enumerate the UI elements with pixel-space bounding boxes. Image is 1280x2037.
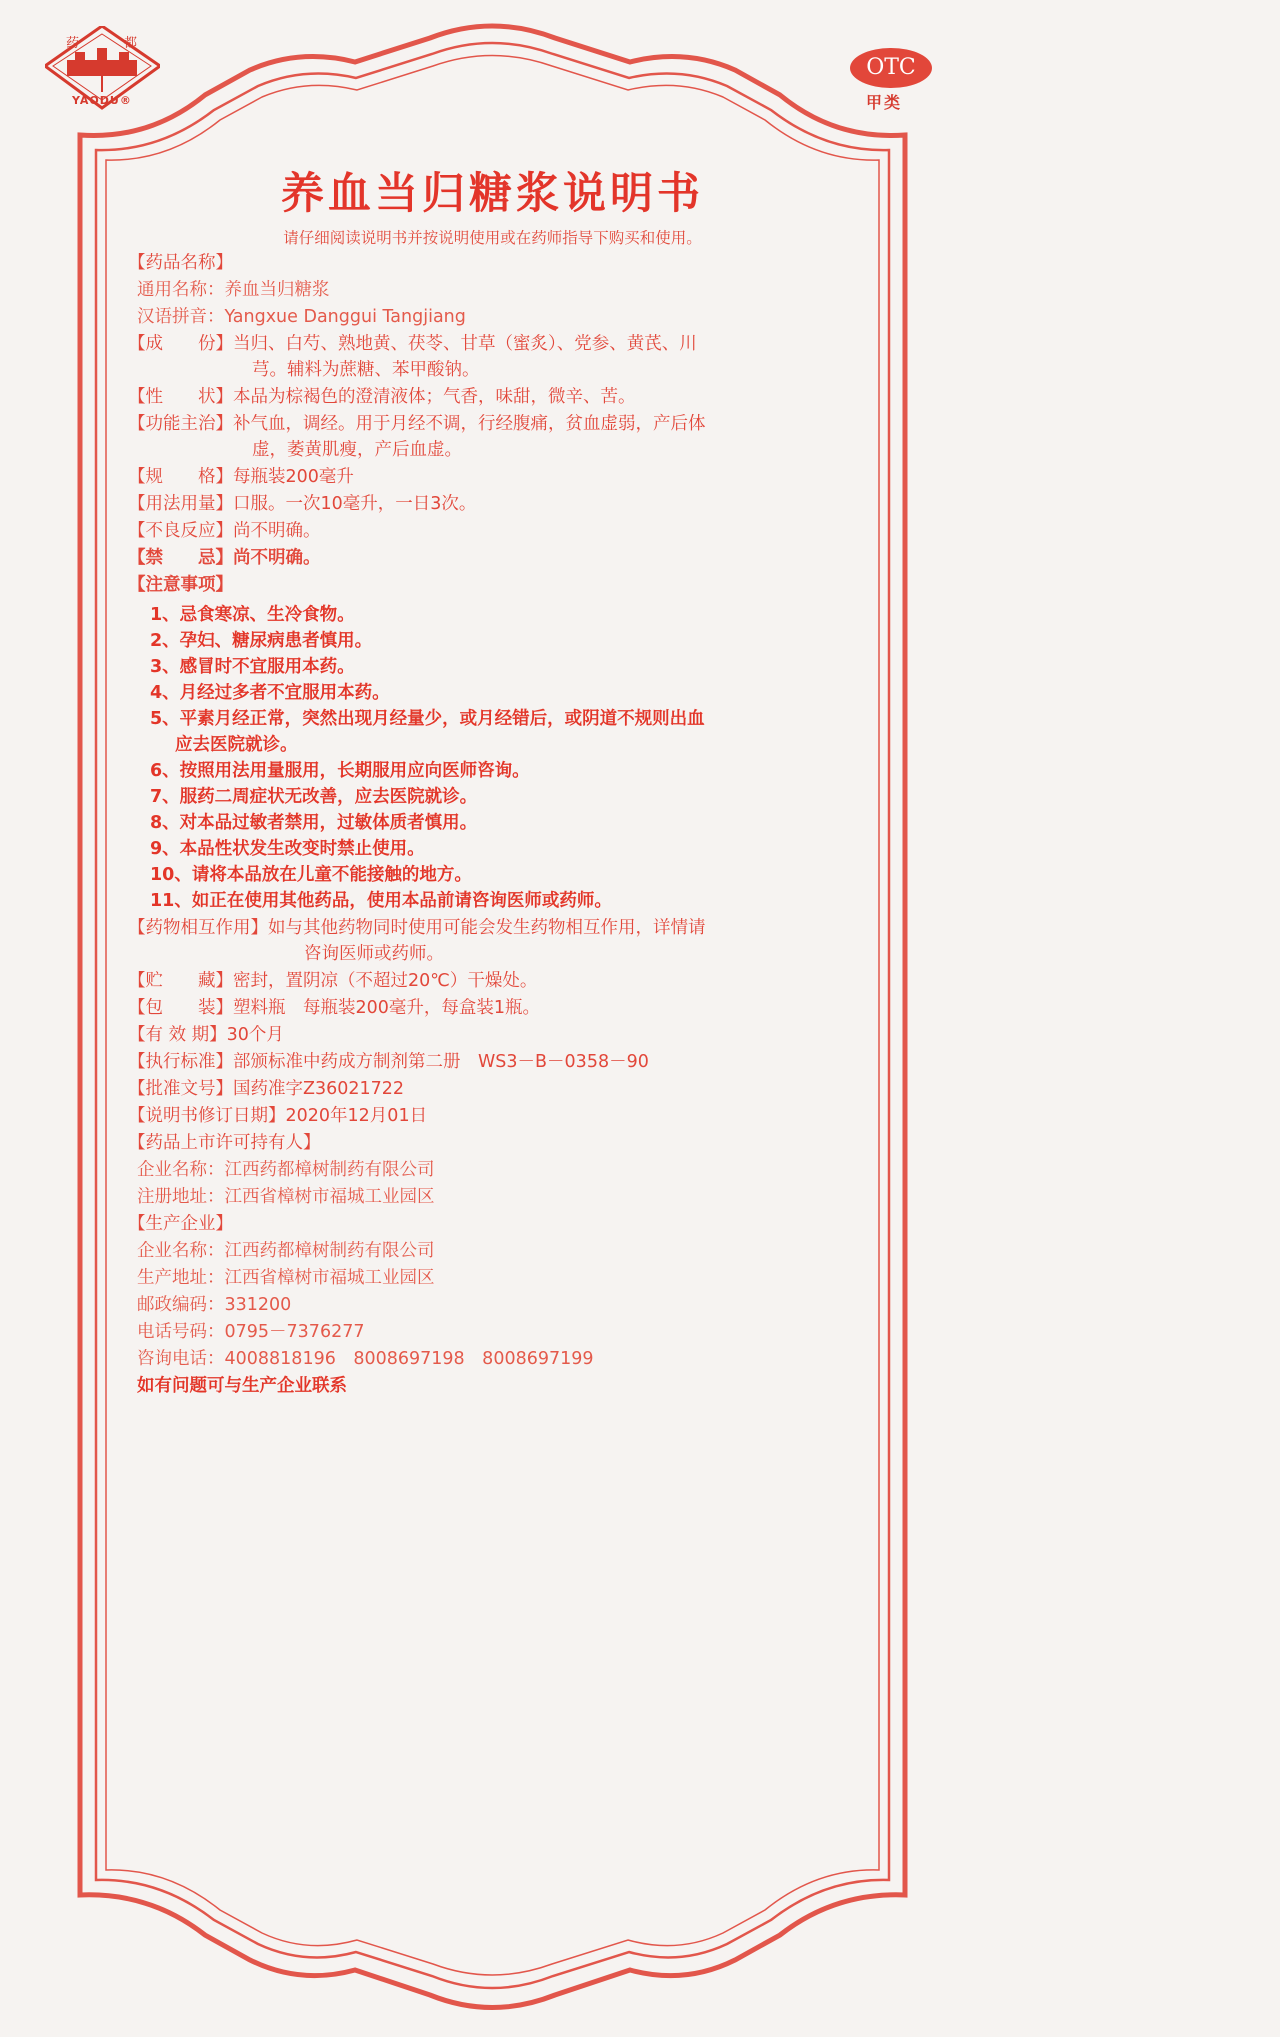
ingredients-value-1: 当归、白芍、熟地黄、茯苓、甘草（蜜炙）、党参、黄芪、川 xyxy=(233,334,697,354)
spec-label: 【规 格】 xyxy=(128,467,233,487)
page-title: 养血当归糖浆说明书 xyxy=(281,169,704,219)
precaution-item: 1、忌食寒凉、生冷食物。 xyxy=(150,605,355,625)
package-value: 塑料瓶 每瓶装200毫升，每盒装1瓶。 xyxy=(233,998,541,1018)
spec-row xyxy=(128,464,868,490)
mah-name: 企业名称：江西药都樟树制药有限公司 xyxy=(137,1160,435,1180)
precautions-header: 【注意事项】 xyxy=(128,575,233,595)
revision-row xyxy=(128,1103,868,1129)
contra-label: 【禁 忌】 xyxy=(128,548,233,568)
approval-value: 国药准字Z36021722 xyxy=(233,1079,405,1099)
postcode: 邮政编码：331200 xyxy=(137,1295,292,1315)
precaution-item: 8、对本品过敏者禁用，过敏体质者慎用。 xyxy=(150,813,478,833)
approval-label: 【批准文号】 xyxy=(128,1079,233,1099)
drug-name-header: 【药品名称】 xyxy=(128,253,233,273)
storage-label: 【贮 藏】 xyxy=(128,971,233,991)
interaction-value-2: 咨询医师或药师。 xyxy=(304,944,444,964)
revision-value: 2020年12月01日 xyxy=(285,1106,428,1126)
consult-hotline: 咨询电话：4008818196 8008697198 8008697199 xyxy=(137,1349,594,1369)
approval-row xyxy=(128,1076,868,1102)
appearance-value: 本品为棕褐色的澄清液体；气香，味甜，微辛、苦。 xyxy=(233,387,636,407)
precaution-item: 2、孕妇、糖尿病患者慎用。 xyxy=(150,631,373,651)
manufacturer-header: 【生产企业】 xyxy=(128,1214,233,1234)
reading-notice: 请仔细阅读说明书并按说明使用或在药师指导下购买和使用。 xyxy=(283,229,702,247)
contra-value: 尚不明确。 xyxy=(233,548,321,568)
footer-contact-note: 如有问题可与生产企业联系 xyxy=(137,1376,347,1396)
precaution-item-continued: 应去医院就诊。 xyxy=(175,735,298,755)
mah-header: 【药品上市许可持有人】 xyxy=(128,1133,321,1153)
mah-address: 注册地址：江西省樟树市福城工业园区 xyxy=(137,1187,435,1207)
usage-value: 口服。一次10毫升，一日3次。 xyxy=(233,494,477,514)
manufacturer-name: 企业名称：江西药都樟树制药有限公司 xyxy=(137,1241,435,1261)
standard-row xyxy=(128,1049,868,1075)
precaution-item: 3、感冒时不宜服用本药。 xyxy=(150,657,355,677)
logo-char-left: 药 xyxy=(66,36,80,51)
validity-value: 30个月 xyxy=(226,1025,284,1045)
manufacturer-address: 生产地址：江西省樟树市福城工业园区 xyxy=(137,1268,435,1288)
logo-brand-text: YAODU® xyxy=(72,94,132,107)
precaution-item: 4、月经过多者不宜服用本药。 xyxy=(150,683,390,703)
pinyin-name: 汉语拼音：Yangxue Danggui Tangjiang xyxy=(137,307,466,327)
adverse-label: 【不良反应】 xyxy=(128,521,233,541)
usage-label: 【用法用量】 xyxy=(128,494,233,514)
standard-label: 【执行标准】 xyxy=(128,1052,233,1072)
otc-class-label: 甲类 xyxy=(866,93,903,112)
indication-value-2: 虚，萎黄肌瘦，产后血虚。 xyxy=(252,440,462,460)
interaction-value-1: 如与其他药物同时使用可能会发生药物相互作用，详情请 xyxy=(268,918,706,938)
precaution-item: 10、请将本品放在儿童不能接触的地方。 xyxy=(150,865,472,885)
appearance-label: 【性 状】 xyxy=(128,387,233,407)
adverse-row xyxy=(128,518,868,544)
precaution-item: 6、按照用法用量服用，长期服用应向医师咨询。 xyxy=(150,761,530,781)
logo-char-right: 都 xyxy=(124,36,138,51)
contra-row xyxy=(128,545,868,571)
interaction-row xyxy=(128,915,868,941)
precaution-item: 9、本品性状发生改变时禁止使用。 xyxy=(150,839,425,859)
validity-row xyxy=(128,1022,868,1048)
validity-label: 【有 效 期】 xyxy=(128,1025,227,1045)
spec-value: 每瓶装200毫升 xyxy=(233,467,354,487)
otc-badge: OTC xyxy=(850,48,932,88)
precaution-item: 11、如正在使用其他药品，使用本品前请咨询医师或药师。 xyxy=(150,891,612,911)
standard-value: 部颁标准中药成方制剂第二册 WS3－B－0358－90 xyxy=(233,1052,649,1072)
revision-label: 【说明书修订日期】 xyxy=(128,1106,286,1126)
storage-value: 密封，置阴凉（不超过20℃）干燥处。 xyxy=(233,971,538,991)
indication-value-1: 补气血，调经。用于月经不调，行经腹痛，贫血虚弱，产后体 xyxy=(233,414,706,434)
storage-row xyxy=(128,968,868,994)
adverse-value: 尚不明确。 xyxy=(233,521,321,541)
precaution-item: 5、平素月经正常，突然出现月经量少，或月经错后，或阴道不规则出血 xyxy=(150,709,705,729)
ingredients-label: 【成 份】 xyxy=(128,334,233,354)
precaution-item: 7、服药二周症状无改善，应去医院就诊。 xyxy=(150,787,478,807)
generic-name: 通用名称：养血当归糖浆 xyxy=(137,280,330,300)
phone-number: 电话号码：0795－7376277 xyxy=(137,1322,365,1342)
ingredients-value-2: 芎。辅料为蔗糖、苯甲酸钠。 xyxy=(252,360,480,380)
ingredients-row xyxy=(128,331,868,357)
interaction-label: 【药物相互作用】 xyxy=(128,918,268,938)
package-row xyxy=(128,995,868,1021)
appearance-row xyxy=(128,384,868,410)
indication-label: 【功能主治】 xyxy=(128,414,233,434)
usage-row xyxy=(128,491,868,517)
package-label: 【包 装】 xyxy=(128,998,233,1018)
indication-row xyxy=(128,411,868,437)
leaflet-body xyxy=(128,250,868,1399)
